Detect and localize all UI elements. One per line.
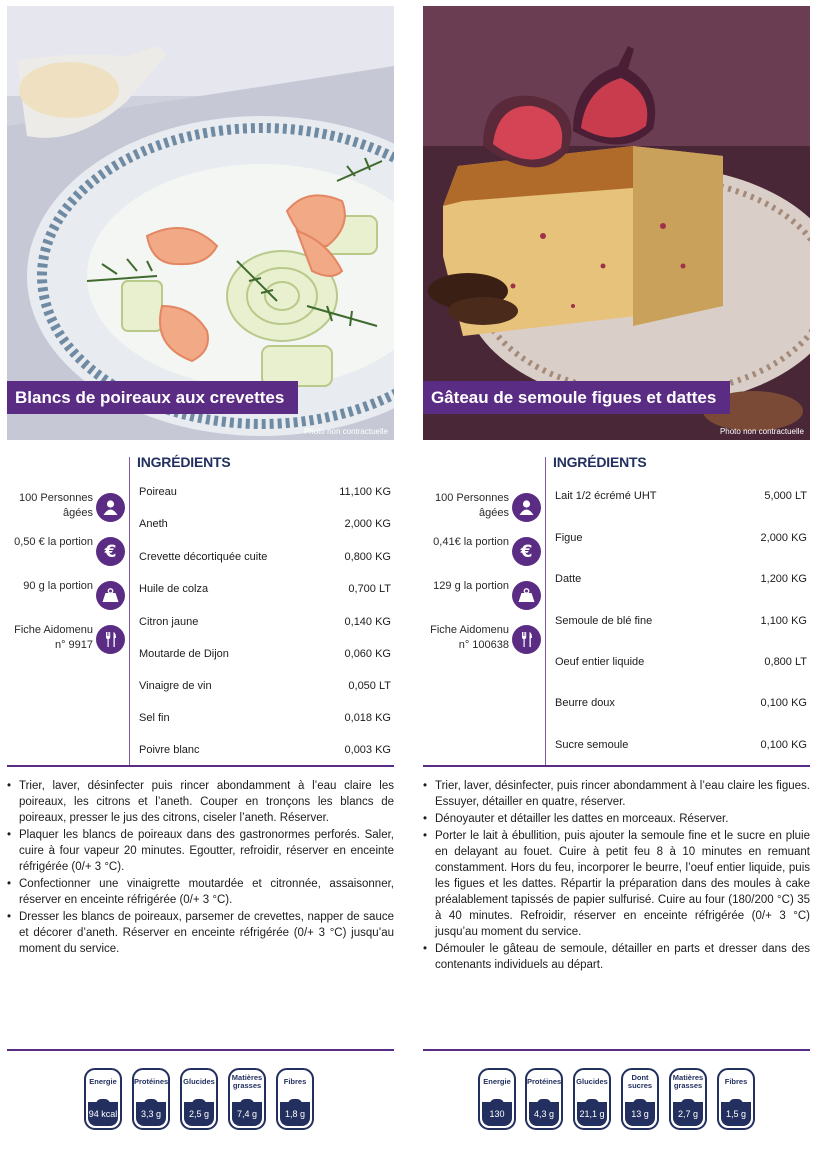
step-text: Porter le lait à ébullition, puis ajouter la semoule fine et le sucre en pluie en delayant au fouet. Cuire à petit feu 8 à 10 minutes en remuant constamment. Hors du feu, incorporer le beurre, l’oeuf entier liquide, puis les figues et les dattes. Répartir la préparation dans des moules à cake préalablement tapissés de papier sulfurisé. Cuire au four (180/200 °C) 35 à 40 minutes. Refroidir, réserver en enceinte réfrigérée (0/+ 3 °C) jusqu’au moment du service. bbox=[435, 830, 810, 938]
ingredient-qty: 0,003 KG bbox=[344, 744, 391, 756]
ingredient-name: Poivre blanc bbox=[139, 744, 200, 756]
ingredient-row bbox=[139, 583, 391, 599]
ingredient-name: Sel fin bbox=[139, 712, 170, 724]
portion-info bbox=[7, 577, 125, 617]
column-divider bbox=[129, 457, 130, 765]
nutrition-value: 7,4 g bbox=[232, 1102, 262, 1126]
ingredient-row bbox=[555, 615, 807, 631]
nutrition-badge bbox=[525, 1068, 563, 1130]
euro-icon: € bbox=[96, 537, 125, 566]
ingredient-name: Huile de colza bbox=[139, 583, 209, 595]
ingredient-row bbox=[555, 739, 807, 755]
ingredient-qty: 0,700 LT bbox=[348, 583, 391, 595]
ingredient-row bbox=[139, 486, 391, 502]
section-divider bbox=[423, 765, 810, 767]
nutrition-label: Matières grasses bbox=[231, 1073, 263, 1090]
nutrition-badge bbox=[573, 1068, 611, 1130]
ingredient-qty: 0,018 KG bbox=[344, 712, 391, 724]
step-text: Confectionner une vinaigrette moutardée et citronnée, assaisonner, réserver en enceinte réfrigérée (0/+ 3 °C). bbox=[19, 878, 394, 906]
ingredient-qty: 0,800 LT bbox=[764, 656, 807, 668]
ingredient-qty: 0,100 KG bbox=[760, 739, 807, 751]
nutrition-label: Fibres bbox=[724, 1077, 748, 1086]
portion-text: 90 g la portion bbox=[23, 580, 93, 592]
nutrition-label: Dont sucres bbox=[627, 1073, 653, 1090]
ingredient-name: Lait 1/2 écrémé UHT bbox=[555, 490, 657, 502]
step-text: Dénoyauter et détailler les dattes en morceaux. Réserver. bbox=[435, 813, 729, 825]
step-item: • Dénoyauter et détailler les dattes en morceaux. Réserver. bbox=[423, 813, 729, 825]
recipe-title: Blancs de poireaux aux crevettes bbox=[7, 381, 298, 414]
ingredient-row bbox=[139, 744, 391, 760]
nutrition-label: Matières grasses bbox=[672, 1073, 704, 1090]
step-text: Trier, laver, désinfecter puis rincer abondamment à l’eau claire les poireaux, les citrons et l’aneth. Couper en tronçons les blancs de poireaux, presser le jus des citrons, ciseler l’aneth. Réserver. bbox=[19, 780, 394, 824]
ingredient-name: Beurre doux bbox=[555, 697, 615, 709]
ingredient-row bbox=[139, 518, 391, 534]
nutrition-value: 21,1 g bbox=[577, 1102, 607, 1126]
step-item: • Dresser les blancs de poireaux, parsemer de crevettes, napper de sauce et décorer d’aneth. Réserver en enceinte réfrigérée (0/+ 3 °C) jusqu’au moment du service. bbox=[7, 911, 394, 955]
nutrition-value: 4,3 g bbox=[529, 1102, 559, 1126]
ingredient-row bbox=[139, 680, 391, 696]
ingredient-qty: 0,800 KG bbox=[344, 551, 391, 563]
photo-disclaimer: Photo non contractuelle bbox=[719, 427, 804, 436]
ingredient-name: Vinaigre de vin bbox=[139, 680, 212, 692]
scale-icon bbox=[512, 581, 541, 610]
ingredient-name: Figue bbox=[555, 532, 583, 544]
ingredient-name: Citron jaune bbox=[139, 616, 199, 628]
ingredient-qty: 0,050 LT bbox=[348, 680, 391, 692]
step-item: • Trier, laver, désinfecter, puis rincer abondamment à l’eau claire les figues. Essuyer, détailler en quatre, réserver. bbox=[423, 780, 810, 808]
nutrition-value: 1,8 g bbox=[280, 1102, 310, 1126]
servings-text: 100 Personnes âgées bbox=[19, 492, 93, 519]
ingredients-heading: INGRÉDIENTS bbox=[553, 454, 647, 470]
servings-info bbox=[423, 489, 541, 529]
step-item: • Trier, laver, désinfecter puis rincer abondamment à l’eau claire les poireaux, les citrons et l’aneth. Couper en tronçons les blancs de poireaux, presser le jus des citrons, ciseler l’aneth. Réserver. bbox=[7, 780, 394, 824]
step-text: Dresser les blancs de poireaux, parsemer de crevettes, napper de sauce et décorer d’aneth. Réserver en enceinte réfrigérée (0/+ 3 °C) jusqu’au moment du service. bbox=[19, 911, 394, 955]
ingredient-name: Oeuf entier liquide bbox=[555, 656, 645, 668]
preparation-steps bbox=[423, 778, 810, 974]
person-icon bbox=[512, 493, 541, 522]
cutlery-icon bbox=[512, 625, 541, 654]
step-item: • Confectionner une vinaigrette moutardée et citronnée, assaisonner, réserver en enceinte réfrigérée (0/+ 3 °C). bbox=[7, 878, 394, 906]
person-icon bbox=[96, 493, 125, 522]
step-item: • Porter le lait à ébullition, puis ajouter la semoule fine et le sucre en pluie en delayant au fouet. Cuire à petit feu 8 à 10 minutes en remuant constamment. Hors du feu, incorporer le beurre, l’oeuf entier liquide, puis les figues et les dattes. Répartir la préparation dans des moules à cake préalablement tapissés de papier sulfurisé. Cuire au four (180/200 °C) 35 à 40 minutes. Refroidir, réserver en enceinte réfrigérée (0/+ 3 °C) jusqu’au moment du service. bbox=[423, 830, 810, 938]
column-divider bbox=[545, 457, 546, 765]
step-text: Plaquer les blancs de poireaux dans des gastronormes perforés. Saler, cuire à four vapeur 20 minutes. Egoutter, refroidir, réserver en enceinte réfrigérée (0/+ 3 °C). bbox=[19, 829, 394, 873]
nutrition-badge bbox=[84, 1068, 122, 1130]
nutrition-label: Fibres bbox=[283, 1077, 307, 1086]
nutrition-value: 2,5 g bbox=[184, 1102, 214, 1126]
ingredient-qty: 1,200 KG bbox=[760, 573, 807, 585]
recipe-photo-semolina-cake bbox=[423, 6, 810, 440]
ingredient-qty: 0,140 KG bbox=[344, 616, 391, 628]
step-item: • Plaquer les blancs de poireaux dans des gastronormes perforés. Saler, cuire à four vapeur 20 minutes. Egoutter, refroidir, réserver en enceinte réfrigérée (0/+ 3 °C). bbox=[7, 829, 394, 873]
step-item: • Démouler le gâteau de semoule, détailler en parts et dresser dans des contenants individuels au départ. bbox=[423, 943, 810, 971]
ingredient-qty: 5,000 LT bbox=[764, 490, 807, 502]
nutrition-label: Glucides bbox=[183, 1077, 215, 1086]
nutrition-label: Protéines bbox=[527, 1077, 562, 1086]
ingredient-row bbox=[555, 573, 807, 589]
ingredient-name: Crevette décortiquée cuite bbox=[139, 551, 268, 563]
photo-disclaimer: Photo non contractuelle bbox=[303, 427, 388, 436]
ingredient-name: Sucre semoule bbox=[555, 739, 629, 751]
ingredient-name: Aneth bbox=[139, 518, 168, 530]
servings-text: 100 Personnes âgées bbox=[435, 492, 509, 519]
ingredients-heading: INGRÉDIENTS bbox=[137, 454, 231, 470]
ingredient-row bbox=[139, 616, 391, 632]
cutlery-icon bbox=[96, 625, 125, 654]
servings-info bbox=[7, 489, 125, 529]
ingredient-qty: 0,060 KG bbox=[344, 648, 391, 660]
step-text: Trier, laver, désinfecter, puis rincer abondamment à l’eau claire les figues. Essuyer, détailler en quatre, réserver. bbox=[435, 780, 810, 808]
recipe-sheet-text: Fiche Aidomenu n° 100638 bbox=[430, 624, 509, 651]
step-text: Démouler le gâteau de semoule, détailler en parts et dresser dans des contenants individuels au départ. bbox=[435, 943, 810, 971]
recipe-card-semolina-cake bbox=[423, 6, 810, 1143]
nutrition-label: Energie bbox=[89, 1077, 117, 1086]
nutrition-label: Protéines bbox=[134, 1077, 169, 1086]
ingredient-row bbox=[555, 656, 807, 672]
recipe-sheet-info bbox=[423, 621, 541, 661]
nutrition-badge bbox=[478, 1068, 516, 1143]
recipe-sheet-info bbox=[7, 621, 125, 661]
ingredient-qty: 11,100 KG bbox=[339, 486, 391, 498]
recipe-title: Gâteau de semoule figues et dattes bbox=[423, 381, 730, 414]
nutrition-value: 94 kcal bbox=[88, 1102, 118, 1126]
nutrition-value: 13 g bbox=[625, 1102, 655, 1126]
recipe-sheet-text: Fiche Aidomenu n° 9917 bbox=[14, 624, 93, 651]
ingredient-qty: 1,100 KG bbox=[760, 615, 807, 627]
nutrition-value: 1,5 g bbox=[721, 1102, 751, 1126]
portion-info bbox=[423, 577, 541, 617]
ingredient-name: Poireau bbox=[139, 486, 177, 498]
ingredient-qty: 2,000 KG bbox=[344, 518, 391, 530]
nutrition-badge bbox=[132, 1068, 170, 1130]
ingredient-row bbox=[555, 490, 807, 506]
nutrition-badge bbox=[621, 1068, 659, 1130]
section-divider bbox=[423, 1049, 810, 1051]
nutrition-badge bbox=[717, 1068, 755, 1130]
ingredient-row bbox=[555, 697, 807, 713]
nutrition-badge bbox=[180, 1068, 218, 1130]
ingredient-row bbox=[139, 712, 391, 728]
nutrition-label: Energie bbox=[483, 1077, 511, 1086]
price-text: 0,41€ la portion bbox=[433, 536, 509, 548]
recipe-photo-leek-shrimp bbox=[7, 6, 394, 440]
nutrition-badge bbox=[228, 1068, 266, 1130]
ingredient-row bbox=[555, 532, 807, 548]
ingredient-qty: 2,000 KG bbox=[760, 532, 807, 544]
section-divider bbox=[7, 1049, 394, 1051]
nutrition-label: Glucides bbox=[576, 1077, 608, 1086]
nutrition-badge bbox=[276, 1068, 314, 1130]
ingredient-qty: 0,100 KG bbox=[760, 697, 807, 709]
recipe-card-leek-shrimp bbox=[7, 6, 394, 1136]
ingredient-name: Datte bbox=[555, 573, 582, 585]
euro-icon: € bbox=[512, 537, 541, 566]
nutrition-badge bbox=[669, 1068, 707, 1130]
section-divider bbox=[7, 765, 394, 767]
ingredient-row bbox=[139, 551, 391, 567]
preparation-steps bbox=[7, 778, 394, 958]
ingredient-name: Moutarde de Dijon bbox=[139, 648, 229, 660]
scale-icon bbox=[96, 581, 125, 610]
price-info bbox=[7, 533, 125, 573]
nutrition-value: 130 kcal bbox=[482, 1102, 512, 1126]
ingredient-name: Semoule de blé fine bbox=[555, 615, 653, 627]
price-info bbox=[423, 533, 541, 573]
price-text: 0,50 € la portion bbox=[14, 536, 93, 548]
portion-text: 129 g la portion bbox=[433, 580, 509, 592]
nutrition-value: 3,3 g bbox=[136, 1102, 166, 1126]
ingredient-row bbox=[139, 648, 391, 664]
nutrition-value: 2,7 g bbox=[673, 1102, 703, 1126]
